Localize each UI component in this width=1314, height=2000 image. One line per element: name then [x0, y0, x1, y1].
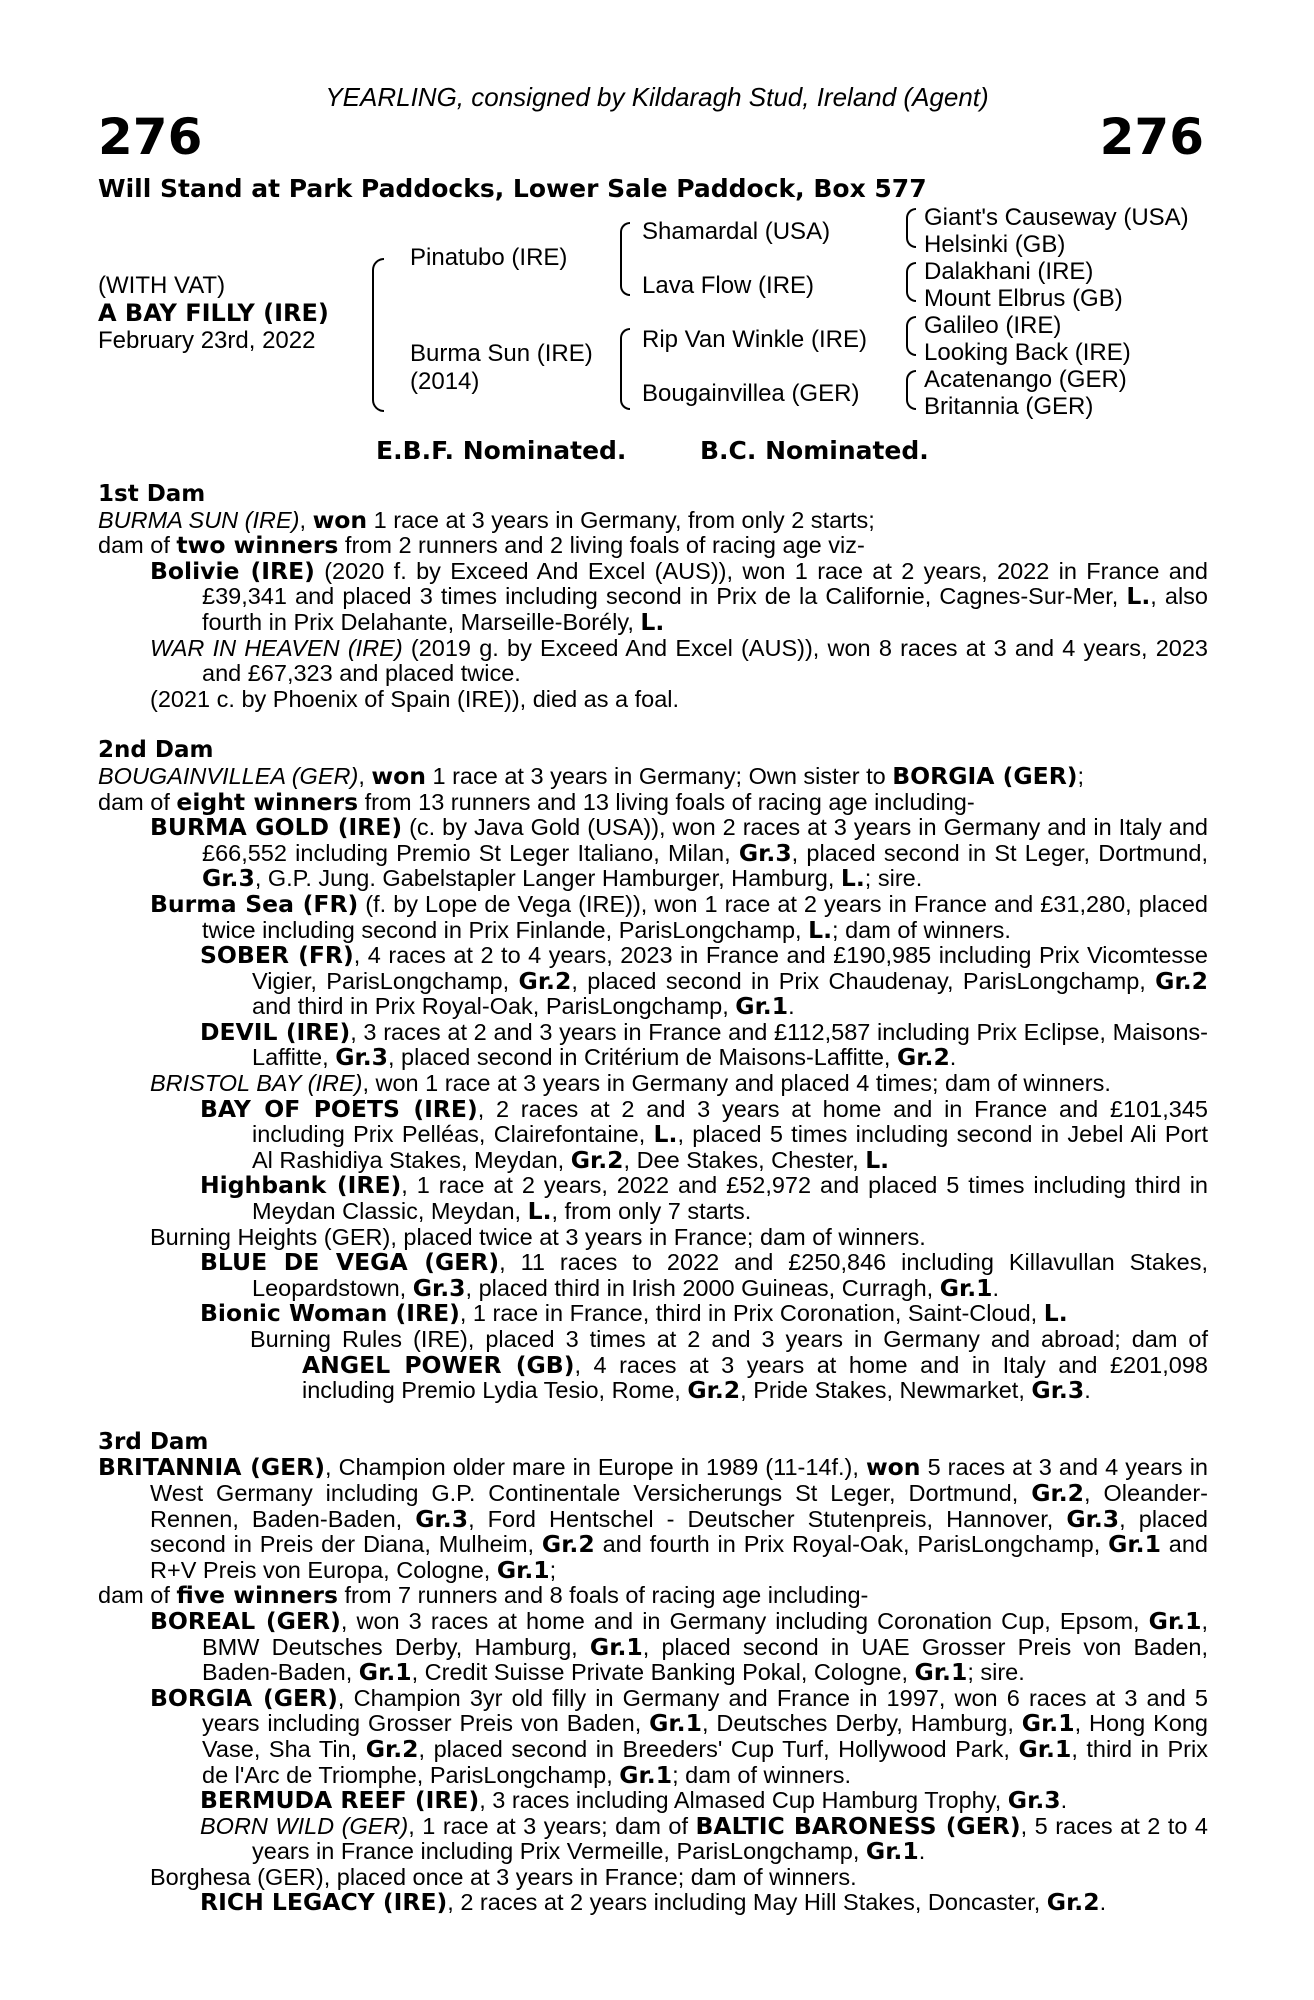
brace-g4	[906, 370, 916, 410]
consignor-line: YEARLING, consigned by Kildaragh Stud, Ireland (Agent)	[325, 82, 989, 112]
produce-entry: RICH LEGACY (IRE), 2 races at 2 years including May Hill Stakes, Doncaster, Gr.2.	[200, 1888, 1107, 1917]
first-dam-produce: dam of two winners from 2 runners and 2 living foals of racing age viz-	[98, 531, 865, 560]
produce-entry: WAR IN HEAVEN (IRE) (2019 g. by Exceed And Excel (AUS)), won 8 races at 3 and 4 years, 2023 and £67,323 and placed twice.	[150, 634, 1208, 687]
brace-dam	[620, 328, 630, 410]
produce-entry: Bolivie (IRE) (2020 f. by Exceed And Excel (AUS)), won 1 race at 2 years, 2022 in France and £39,341 and placed 3 times including second in Prix de la Californie, Cagnes-Sur-Mer, L., also fourth in Prix Delahante, Marseille-Borély, L.	[150, 556, 1209, 636]
produce-entry: Burning Rules (IRE), placed 3 times at 2 and 3 years in Germany and abroad; dam of ANGEL POWER (GB), 4 races at 3 years at home and in Italy and £201,098 including Premio Lydia Tesio, Rome, Gr.2, Pride Stakes, Newmarket, Gr.3.	[250, 1326, 1208, 1405]
produce-entry: Borghesa (GER), placed once at 3 years in France; dam of winners.	[150, 1863, 857, 1890]
dam: Burma Sun (IRE)	[410, 340, 593, 367]
produce-entry: BOREAL (GER), won 3 races at home and in Germany including Coronation Cup, Epsom, Gr.1, BMW Deutsches Derby, Hamburg, Gr.1, placed second in UAE Grosser Preis von Baden, Baden-Baden, Gr.1, Credit Suisse Private Banking Pokal, Cologne, Gr.1; sire.	[150, 1606, 1208, 1687]
ebf-nomination: E.B.F. Nominated.	[376, 436, 627, 465]
produce-entry: Burning Heights (GER), placed twice at 3 years in France; dam of winners.	[150, 1223, 926, 1250]
sire-sire: Shamardal (USA)	[642, 218, 831, 245]
brace-g3	[906, 316, 916, 356]
third-dam-heading: 3rd Dam	[98, 1428, 209, 1455]
gg-4: Mount Elbrus (GB)	[924, 285, 1123, 312]
produce-entry: BLUE DE VEGA (GER), 11 races to 2022 and £250,846 including Killavullan Stakes, Leopardstown, Gr.3, placed third in Irish 2000 Guineas, Curragh, Gr.1.	[200, 1248, 1208, 1302]
sire: Pinatubo (IRE)	[410, 244, 568, 271]
produce-entry: BORGIA (GER), Champion 3yr old filly in Germany and France in 1997, won 6 races at 3 and 5 years including Grosser Preis von Baden, Gr.1, Deutsches Derby, Hamburg, Gr.1, Hong Kong Vase, Sha Tin, Gr.2, placed second in Breeders' Cup Turf, Hollywood Park, Gr.1, third in Prix de l'Arc de Triomphe, ParisLongchamp, Gr.1; dam of winners.	[150, 1683, 1208, 1789]
first-dam-heading: 1st Dam	[98, 481, 206, 507]
produce-entry: (2021 c. by Phoenix of Spain (IRE)), died as a foal.	[150, 685, 680, 712]
gg-8: Britannia (GER)	[924, 393, 1094, 420]
third-dam-summary: BRITANNIA (GER), Champion older mare in Europe in 1989 (11-14f.), won 5 races at 3 and 4 years in West Germany including G.P. Continentale Versicherungs St Leger, Dortmund, Gr.2, Oleander-Rennen, Baden-Baden, Gr.3, Ford Hentschel - Deutscher Stutenpreis, Hannover, Gr.3, placed second in Preis der Diana, Mulheim, Gr.2 and fourth in Prix Royal-Oak, ParisLongchamp, Gr.1 and R+V Preis von Europa, Cologne, Gr.1;	[98, 1453, 1209, 1584]
brace-g1	[906, 208, 916, 248]
stand-location: Will Stand at Park Paddocks, Lower Sale Paddock, Box 577	[98, 174, 927, 203]
foaling-date: February 23rd, 2022	[98, 327, 316, 354]
third-dam-produce: dam of five winners from 7 runners and 8 foals of racing age including-	[98, 1581, 869, 1610]
second-dam-summary: BOUGAINVILLEA (GER), won 1 race at 3 years in Germany; Own sister to BORGIA (GER);	[98, 761, 1085, 790]
vat-label: (WITH VAT)	[98, 272, 226, 299]
lot-number-right: 276	[1099, 108, 1204, 166]
brace-sire	[620, 222, 630, 296]
produce-entry: BRISTOL BAY (IRE), won 1 race at 3 years in Germany and placed 4 times; dam of winners.	[150, 1070, 1111, 1097]
dam-dam: Bougainvillea (GER)	[642, 380, 860, 407]
gg-1: Giant's Causeway (USA)	[924, 204, 1189, 231]
horse-name: A BAY FILLY (IRE)	[98, 299, 329, 327]
lot-number-left: 276	[98, 108, 203, 166]
dam-year: (2014)	[410, 368, 480, 395]
sire-dam: Lava Flow (IRE)	[642, 272, 815, 299]
produce-entry: BERMUDA REEF (IRE), 3 races including Almased Cup Hamburg Trophy, Gr.3.	[200, 1786, 1068, 1815]
dam-sire: Rip Van Winkle (IRE)	[642, 326, 867, 353]
produce-entry: DEVIL (IRE), 3 races at 2 and 3 years in France and £112,587 including Prix Eclipse, Maisons-Laffitte, Gr.3, placed second in Critérium de Maisons-Laffitte, Gr.2.	[200, 1017, 1208, 1072]
produce-entry: Bionic Woman (IRE), 1 race in France, third in Prix Coronation, Saint-Cloud, L.	[200, 1299, 1068, 1328]
brace-g2	[906, 262, 916, 302]
produce-entry: Highbank (IRE), 1 race at 2 years, 2022 and £52,972 and placed 5 times including third in Meydan Classic, Meydan, L., from only 7 starts.	[200, 1171, 1208, 1226]
catalogue-body	[98, 482, 1208, 1916]
gg-7: Acatenango (GER)	[924, 366, 1127, 393]
bc-nomination: B.C. Nominated.	[700, 436, 929, 465]
gg-6: Looking Back (IRE)	[924, 339, 1131, 366]
brace-main	[372, 258, 384, 412]
gg-2: Helsinki (GB)	[924, 231, 1066, 258]
produce-entry: SOBER (FR), 4 races at 2 to 4 years, 2023 in France and £190,985 including Prix Vicomtesse Vigier, ParisLongchamp, Gr.2, placed second in Prix Chaudenay, ParisLongchamp, Gr.2 and third in Prix Royal-Oak, ParisLongchamp, Gr.1.	[200, 941, 1209, 1021]
gg-5: Galileo (IRE)	[924, 312, 1062, 339]
produce-entry: Burma Sea (FR) (f. by Lope de Vega (IRE)), won 1 race at 2 years in France and £31,280, placed twice including second in Prix Finlande, ParisLongchamp, L.; dam of winners.	[150, 889, 1208, 944]
produce-entry: BURMA GOLD (IRE) (c. by Java Gold (USA)), won 2 races at 3 years in Germany and in Italy and £66,552 including Premio St Leger Italiano, Milan, Gr.3, placed second in St Leger, Dortmund, Gr.3, G.P. Jung. Gabelstapler Langer Hamburger, Hamburg, L.; sire.	[150, 813, 1208, 893]
produce-entry: BAY OF POETS (IRE), 2 races at 2 and 3 years at home and in France and £101,345 including Prix Pelléas, Clairefontaine, L., placed 5 times including second in Jebel Ali Port Al Rashidiya Stakes, Meydan, Gr.2, Dee Stakes, Chester, L.	[200, 1094, 1208, 1174]
gg-3: Dalakhani (IRE)	[924, 258, 1094, 285]
produce-entry: BORN WILD (GER), 1 race at 3 years; dam of BALTIC BARONESS (GER), 5 races at 2 to 4 years in France including Prix Vermeille, ParisLongchamp, Gr.1.	[200, 1811, 1208, 1866]
first-dam-summary: BURMA SUN (IRE), won 1 race at 3 years in Germany, from only 2 starts;	[98, 505, 875, 534]
second-dam-heading: 2nd Dam	[98, 737, 214, 764]
second-dam-produce: dam of eight winners from 13 runners and 13 living foals of racing age including-	[98, 787, 975, 816]
